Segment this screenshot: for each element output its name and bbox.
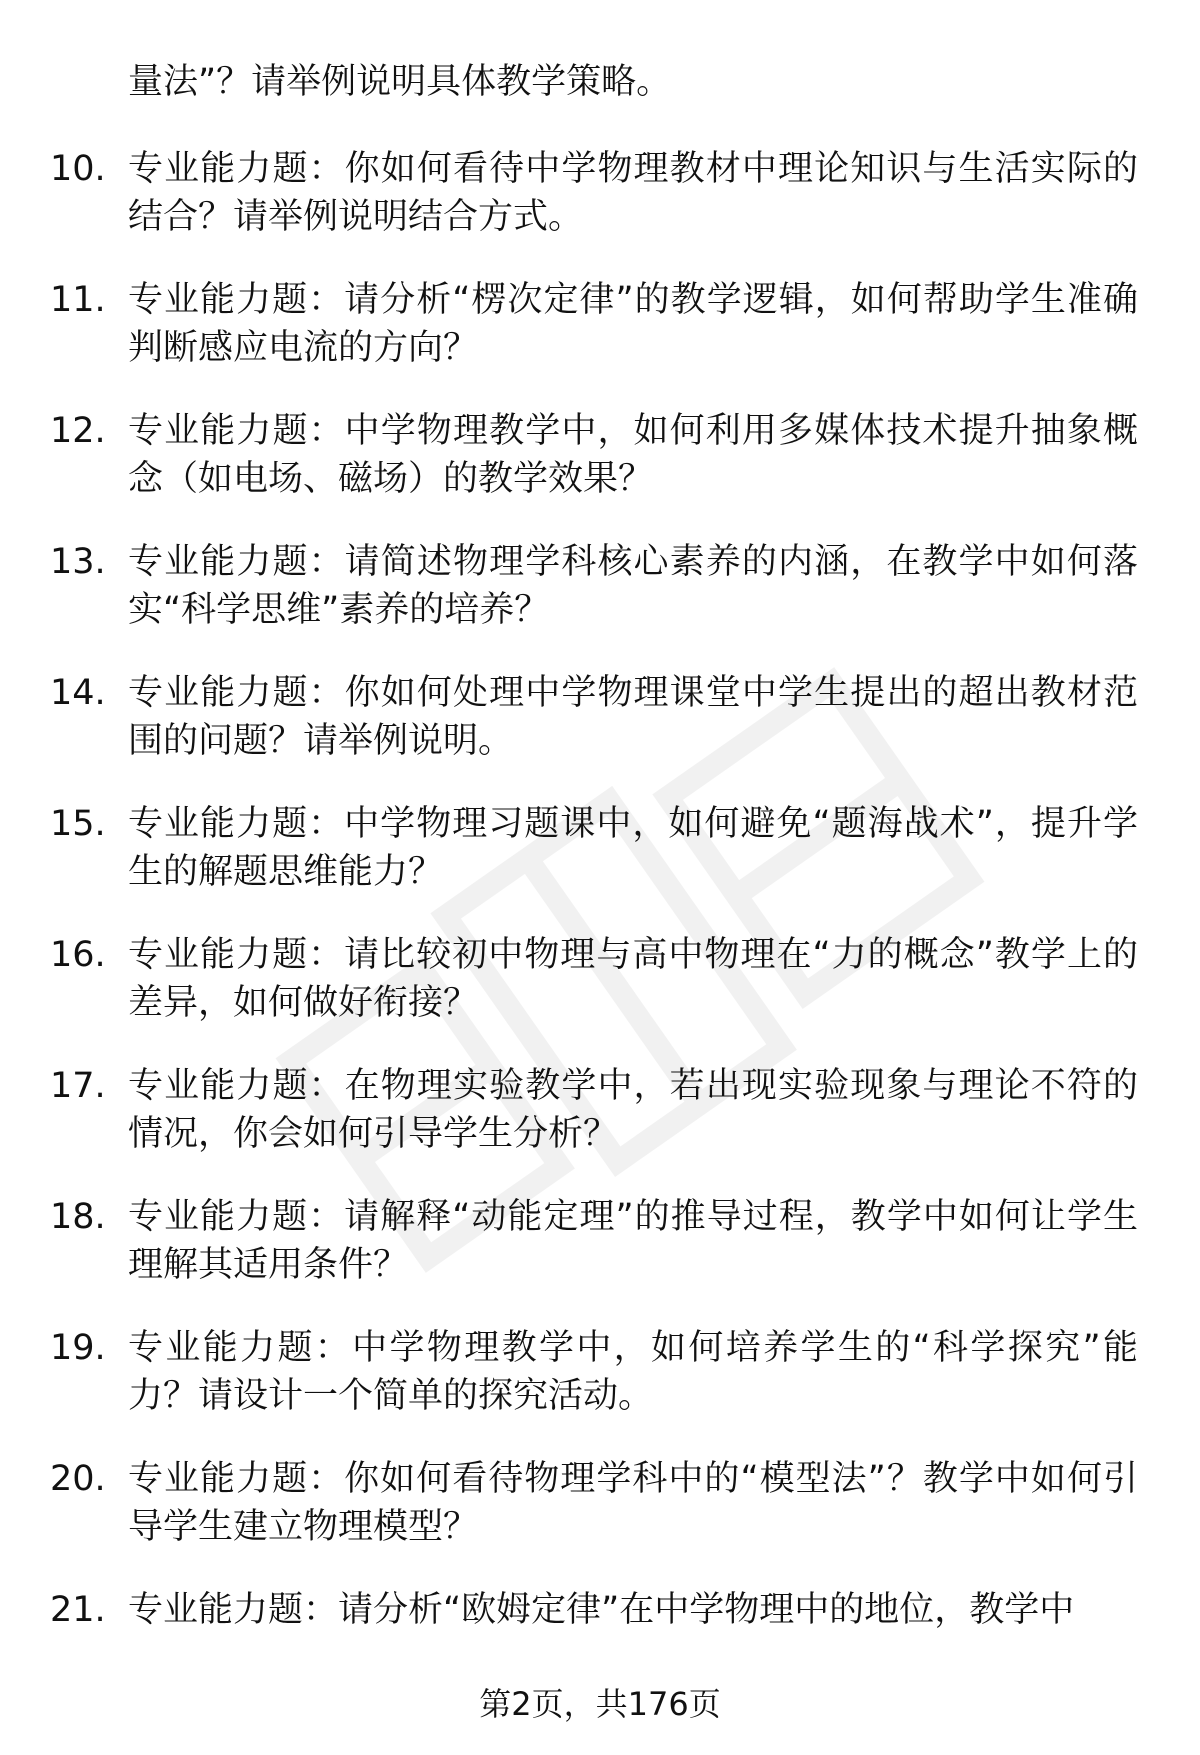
- question-number: 13.: [50, 542, 106, 582]
- question-text: 专业能力题：请分析“楞次定律”的教学逻辑，如何帮助学生准确判断感应电流的方向？: [128, 280, 1138, 368]
- question-item: [0, 407, 1200, 538]
- question-number: 20.: [50, 1459, 106, 1499]
- question-item: [0, 1062, 1200, 1193]
- question-item: [0, 145, 1200, 276]
- question-text: 专业能力题：请比较初中物理与高中物理在“力的概念”教学上的差异，如何做好衔接？: [128, 935, 1138, 1023]
- question-number: 10.: [50, 149, 106, 189]
- question-item: [0, 1455, 1200, 1586]
- question-text: 专业能力题：请分析“欧姆定律”在中学物理中的地位，教学中: [128, 1590, 1075, 1630]
- question-item: [0, 669, 1200, 800]
- question-text: 专业能力题：请解释“动能定理”的推导过程，教学中如何让学生理解其适用条件？: [128, 1197, 1138, 1285]
- question-text: 专业能力题：请简述物理学科核心素养的内涵，在教学中如何落实“科学思维”素养的培养？: [128, 542, 1138, 630]
- question-number: 11.: [50, 280, 106, 320]
- question-number: 14.: [50, 673, 106, 713]
- question-number: 15.: [50, 804, 106, 844]
- question-text: 专业能力题：你如何看待物理学科中的“模型法”？教学中如何引导学生建立物理模型？: [128, 1459, 1138, 1547]
- question-number: 19.: [50, 1328, 106, 1368]
- question-text: 专业能力题：你如何看待中学物理教材中理论知识与生活实际的结合？请举例说明结合方式。: [128, 149, 1138, 237]
- continued-question-text: 量法”？请举例说明具体教学策略。: [128, 62, 672, 102]
- question-text: 专业能力题：中学物理教学中，如何利用多媒体技术提升抽象概念（如电场、磁场）的教学效果？: [128, 411, 1138, 499]
- question-item: [0, 931, 1200, 1062]
- question-text: 专业能力题：在物理实验教学中，若出现实验现象与理论不符的情况，你会如何引导学生分析？: [128, 1066, 1138, 1154]
- page-number-footer: 第2页，共176页: [479, 1685, 721, 1723]
- question-item: [0, 1193, 1200, 1324]
- question-number: 16.: [50, 935, 106, 975]
- question-item: [0, 538, 1200, 669]
- question-item: [0, 1324, 1200, 1455]
- question-number: 18.: [50, 1197, 106, 1237]
- question-item: [0, 276, 1200, 407]
- question-text: 专业能力题：你如何处理中学物理课堂中学生提出的超出教材范围的问题？请举例说明。: [128, 673, 1138, 761]
- question-item: [0, 800, 1200, 931]
- question-number: 12.: [50, 411, 106, 451]
- question-number: 21.: [50, 1590, 106, 1630]
- question-number: 17.: [50, 1066, 106, 1106]
- question-text: 专业能力题：中学物理习题课中，如何避免“题海战术”，提升学生的解题思维能力？: [128, 804, 1138, 892]
- question-text: 专业能力题：中学物理教学中，如何培养学生的“科学探究”能力？请设计一个简单的探究活动。: [128, 1328, 1138, 1416]
- question-list: [0, 145, 1200, 1717]
